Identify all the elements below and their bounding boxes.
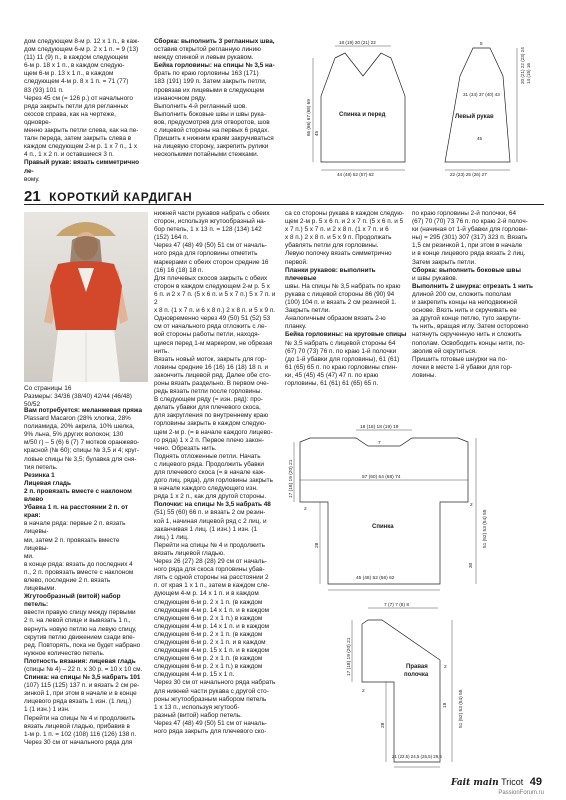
col6-line: и в конце лицевого ряда вязать 2 лиц.: [412, 250, 526, 258]
col3-line: 1 (1 изн.) 1 изн.: [24, 706, 70, 714]
col3-line: ред. Повторять, пока не будет набрано: [24, 641, 141, 649]
col5-line: Закрыть петли.: [285, 307, 331, 315]
text-column-2: [154, 38, 300, 178]
col3-line: полиамида, 20% акрила, 10% шелка,: [24, 423, 135, 431]
right-front-outline: [362, 620, 440, 762]
col4-line: горловины закрыть в каждом следую-: [154, 420, 267, 428]
col6-line: лочки в месте 1-й убавки для гор-: [412, 363, 513, 371]
col3-line: ловые спицы № 3,5; булавка для сня-: [24, 455, 137, 463]
photo-meta: [24, 385, 148, 409]
sleeve-outline: [445, 48, 510, 162]
col3-line: м/50 г) – 5 (6) 6 (7) 7 мотков оранжево-: [24, 439, 140, 447]
col3-line: влево, последние 2 п. вязать лицевыми.: [24, 576, 111, 593]
diag3-right-dim3: 19: [443, 702, 448, 708]
col1-line: щем 6-м р. 13 х 1 п., в каждом: [24, 70, 114, 78]
col4-line: следующем 6-м р. 2 х 1 п. (в каждом: [154, 655, 263, 663]
col5-line: (100) 104 п. и вязать 2 см резинкой 1.: [285, 299, 397, 307]
col5-line: (до 1-й убавки для горловины), 61 (61): [285, 355, 400, 363]
diag3-left-dim2: 2: [362, 689, 365, 694]
col4-line: следующем 6-м р. 2 х 1 п.) в каждом: [154, 614, 263, 622]
col4-line: бор петель, 1 х 13 п. = 128 (134) 142: [154, 226, 262, 234]
diag3-mid-dim: 28: [381, 722, 386, 728]
col5-line: № 3,5 набрать с лицевой стороны 64: [285, 339, 396, 347]
col4-line: следующем 4-м р. 15 х 1 п.: [154, 671, 235, 679]
col3-line: ми.: [24, 552, 34, 560]
sizes-label: Размеры:: [24, 393, 53, 401]
col1-line: ряда закрыть петли для регланных: [24, 102, 129, 110]
magazine-title: Tricot: [501, 777, 524, 787]
diag3-right-dim: 51 (52) 53 (54) 55: [459, 689, 464, 728]
col2-line: оставив открытой регланную линию: [154, 46, 261, 54]
front-back-outline: [321, 53, 405, 162]
col2-line: брать по краю горловины 163 (171): [154, 70, 259, 78]
diag3-label-1: Правая: [406, 664, 428, 670]
col4-line: ного ряда для скоса горловины убав-: [154, 566, 265, 574]
col4-line: (16) 16 (18) 18 п.: [154, 266, 204, 274]
col3-line: Plassard Macaron (28% хлопка, 28%: [24, 415, 131, 423]
col5-line: ки, 45 (45) 45 (47) 47 п. по краю: [285, 371, 379, 379]
col4-line: закончить лицевой ряд. Далее обе сто-: [154, 371, 271, 379]
col5-line: Бейка горловины: на круговые спицы: [285, 331, 407, 339]
diag2-right-dim3: 30: [469, 562, 474, 568]
col6-line: Пришить готовые шнурки на по-: [412, 355, 508, 363]
col2-line: Выполнить боковые швы и швы рука-: [154, 110, 266, 118]
col4-line: следующем 6-м р. 2 х 1 п. (в каждом: [154, 598, 263, 606]
col4-line: сторон, используя жгутообразный на-: [154, 218, 266, 226]
diag2-top-dim: 18 (18) 18 (19) 19: [360, 425, 399, 430]
col4-line: В следующем ряду (= изн. ряд): про-: [154, 396, 263, 404]
col4-line: Перейти на спицы № 4 и продолжить: [154, 541, 265, 549]
col3-line: лицевого ряда вязать 1 изн. (1 лиц.): [24, 698, 132, 706]
col3-line: нужное количество петель.: [24, 649, 105, 657]
col1-line: дом следующем 6-м р. 2 х 1 п. = 9 (13): [24, 46, 139, 54]
col6-line: Сборка: выполнить боковые швы: [412, 266, 521, 274]
watermark: PassionForum.ru: [498, 790, 544, 796]
col4-line: лиц.) 1 лиц.: [154, 533, 189, 541]
col3-line: Плотность вязания: лицевая гладь: [24, 657, 136, 665]
diag1-label-sleeve: Левый рукав: [455, 114, 494, 120]
col4-line: Одновременно через 49 (50) 51 (52) 53: [154, 315, 271, 323]
col3-line: Спинка: на спицы № 3,5 набрать 101: [24, 674, 141, 682]
col4-line: следующем 6-м р. 2 х 1 п. (в каждом: [154, 630, 263, 638]
col4-line: вязать лицевой гладью.: [154, 549, 225, 557]
col5-line: 61 (65) 65 п. по краю горловины спин-: [285, 363, 398, 371]
col1-line: вому.: [24, 175, 40, 183]
diag1-sleeve-right-dim: 20 (21) 22 (23) 24: [520, 47, 525, 84]
text-column-4: [154, 210, 280, 785]
col4-line: маркерами с обеих сторон средние 16: [154, 258, 269, 266]
col4-line: делать убавки для плечевого скоса,: [154, 404, 261, 412]
col4-line: чено. Обрезать нить.: [154, 444, 217, 452]
col3-line: в начале ряда: первые 2 п. вязать лицевы-: [24, 520, 126, 536]
col1-line: Через 45 см (= 126 р.) от начального: [24, 94, 133, 102]
col5-line: Планки рукавов: выполнить плечевые: [285, 266, 376, 282]
col2-line: 183 (191) 199 п. Затем закрыть петли,: [154, 78, 267, 86]
col4-line: Полочки: на спицы № 3,5 набрать 48: [154, 501, 271, 509]
col6-line: и швы рукавов.: [412, 274, 458, 282]
col4-line: лять с одной стороны на расстоянии 2: [154, 574, 269, 582]
col3-line: тия петель.: [24, 463, 58, 471]
col4-line: роны жгутообразным набором петель: [154, 695, 267, 703]
col6-line: ть нить, вращая иглу. Затем осторожно: [412, 323, 529, 331]
col3-line: Через 30 см от начального ряда для: [24, 738, 133, 746]
col2-line: вов, предусмотрев для отворотов, шов: [154, 118, 270, 126]
col6-line: ки (начиная от 1-й убавки для горлови-: [412, 226, 528, 234]
text-column-5: [285, 210, 407, 425]
col3-line: Резинка 1: [24, 471, 55, 479]
col6-line: ны) = 295 (301) 307 (317) 323 п. Вязать: [412, 234, 528, 242]
col4-line: с лицевого ряда. Продолжить убавки: [154, 460, 264, 468]
col4-line: Через 30 см от начального ряда набрать: [154, 679, 276, 687]
col4-line: заканчивая 1 лиц. (1 изн.) 1 изн. (1: [154, 525, 258, 533]
diag1-bottom-dim: 44 (48) 52 (57) 62: [337, 172, 374, 177]
col4-line: Через 47 (48) 49 (50) 51 см от началь-: [154, 242, 267, 250]
col4-line: вой стороны работы петли, находя-: [154, 331, 260, 339]
diag1-left-dim2: 45: [314, 130, 319, 136]
diag2-mid-dim: 28: [315, 542, 320, 548]
col2-line: Выполнить 4-й регланный шов.: [154, 102, 248, 110]
col1-line: следующем 4-м р. 8 х 1 п. = 71 (77): [24, 78, 129, 86]
magazine-brand: Fait main: [450, 778, 499, 788]
col3-line: 2 п. на левой спице и вывязать 1 п.,: [24, 617, 131, 625]
col6-line: натянуть скрученную нить и сложить: [412, 331, 522, 339]
col4-line: ного ряда для горловины отметить: [154, 250, 258, 258]
col5-line: первой.: [285, 258, 308, 266]
col5-line: Аналогичным образом вязать 2-ю: [285, 315, 386, 323]
col5-line: горловины, 61 (61) 61 (65) 65 п.: [285, 379, 379, 387]
col5-line: (67) 70 (73) 76 п. по краю 1-й полочки: [285, 347, 397, 355]
col6-line: и закрепить концы на неподвижной: [412, 299, 518, 307]
col3-line: скрутив петлю движением сзади впе-: [24, 633, 135, 641]
col4-line: ловины средние 16 (16) 16 (18) 18 п. и: [154, 363, 269, 371]
col2-line: с лицевой стороны на первых 6 рядах.: [154, 127, 270, 135]
col3-line: Лицевая гладь: [24, 479, 71, 487]
diag1-left-dim: 65 (66) 67 (68) 69: [306, 99, 311, 136]
col4-line: п. от края 1 х 1 п., затем в каждом сле-: [154, 582, 270, 590]
col1-line: 6-м р. 18 х 1 п., в каждом следую-: [24, 62, 125, 70]
col1-line: скосов справа, как на чертеже, одновре-: [24, 110, 116, 126]
col3-line: (спицы № 4) – 22 п. x 30 р. = 10 x 10 см.: [24, 666, 143, 673]
col2-line: Пришить к нижним краям закручиваться: [154, 135, 274, 143]
col4-line: редь вязать петли после горловины.: [154, 388, 263, 396]
col2-line: изнаночном ряду.: [154, 94, 207, 102]
text-column-1: [24, 38, 144, 183]
col4-line: роны вязать раздельно. В первом оче-: [154, 379, 269, 387]
col2-line: на лицевую сторону, закрепить рулики: [154, 143, 269, 151]
col5-line: планку.: [285, 323, 307, 331]
col4-line: дого лиц. ряда), для горловины закрыть: [154, 477, 273, 485]
section-title: КОРОТКИЙ КАРДИГАН: [49, 190, 193, 204]
col4-line: 1 х 13 п., используя жгутооб-: [154, 703, 240, 711]
col2-line: провязав их лицевыми в следующем: [154, 86, 265, 94]
col6-line: пополам. Освободить концы нити, по-: [412, 339, 525, 347]
page-footer: [451, 776, 542, 788]
diag3-bottom-dim: 21 (22,5) 24,5 (26,5) 29,5: [392, 754, 442, 759]
col5-line: Левую полочку вязать симметрично: [285, 250, 392, 258]
col5-line: щем 2-м р. 5 х 6 п. и 2 х 7 п. (5 х 6 п. и 5: [285, 218, 404, 226]
col3-line: Жгутообразный (витой) набор петель:: [24, 593, 121, 609]
diag1-top-dim: 18 (19) 20 (21) 22: [339, 40, 376, 45]
col4-line: дующем 4-м р. 14 х 1 п. и в каждом: [154, 590, 259, 598]
col4-line: сторон в каждом следующем 2-м р. 5 х: [154, 282, 270, 290]
col1-line: 4 п., 1 х 2 п. и оставшиеся 3 п.: [24, 151, 114, 159]
col4-line: нить.: [154, 347, 170, 355]
diag2-left-dim: 17 (18) 19 (20) 21: [289, 459, 294, 498]
schematic-right-front: [340, 598, 510, 770]
sizes-value: 34/36 (38/40) 42/44 (46/48) 50/52: [24, 393, 132, 409]
col5-line: швы. На спицы № 3,5 набрать по краю: [285, 282, 401, 290]
col4-line: для плечевого скоса (= в начале каж-: [154, 469, 266, 476]
diag2-neck-dim: 7: [378, 441, 381, 446]
col2-line: между спинкой и левым рукавом.: [154, 54, 254, 62]
col3-line: 2 п. провязать вместе с наклоном влево: [24, 487, 132, 504]
col1-line: дом следующем 8-м р. 12 х 1 п., в каж-: [24, 38, 140, 45]
back-outline: [300, 438, 468, 584]
col4-line: для закругления по внутреннему краю: [154, 412, 269, 420]
diag3-label-2: полочка: [404, 672, 429, 678]
col1-line: талн переда, затем закрыть слева в: [24, 135, 132, 143]
col3-line: п., 2 п. провязать вместе с наклоном: [24, 568, 134, 576]
page-number: 49: [529, 776, 542, 788]
col3-line: Убавка 1 п. на расстоянии 2 п. от края:: [24, 504, 128, 520]
col4-line: ряда 1 х 2 п., как для другой стороны.: [154, 493, 267, 501]
col1-line: каждом следующем 2-м р. 1 х 7 п., 1 х: [24, 143, 138, 151]
col4-line: Вязать новый моток, закрыть для гор-: [154, 355, 267, 363]
col4-line: Через 47 (48) 49 (50) 51 см от началь-: [154, 719, 267, 727]
col6-line: (67) 70 (70) 73 76 п. по краю 2-й полоч-: [412, 218, 528, 226]
col6-line: длиной 200 см, сложить пополам: [412, 290, 511, 298]
col1-line: 83 (93) 101 п.: [24, 86, 64, 94]
col5-line: х 8 п.) 2 х 8 п. и 5 х 9 п. Продолжать: [285, 234, 392, 242]
col4-line: следующем 4-м р. 14 х 1 п. и в каждом: [154, 606, 270, 614]
col4-line: Через 26 (27) 28 (28) 29 см от началь-: [154, 558, 267, 566]
col6-line: зволив ей скрутиться.: [412, 347, 477, 355]
model-photo: [24, 212, 148, 382]
col4-line: Поднять отложенные петли. Начать: [154, 452, 261, 460]
col4-line: ного ряда закрыть для плечевого ско-: [154, 728, 267, 735]
col2-line: Бейка горловины: на спицы № 3,5 на-: [154, 62, 275, 70]
hair-shape: [70, 236, 102, 264]
diag2-bottom-dim: 45 (48) 52 (56) 62: [356, 576, 395, 581]
col6-line: ловины.: [412, 371, 437, 379]
col6-line: Выполнить 2 шнурка: отрезать 1 нить: [412, 282, 533, 290]
col3-line: ми, затем 2 п. провязать вместе лицевы-: [24, 536, 120, 552]
col5-line: рукава с лицевой стороны 86 (90) 94: [285, 290, 395, 298]
col3-line: 9% льна, 5% других волокон; 130: [24, 431, 124, 439]
col4-line: кой 1, начиная лицевой ряд с 2 лиц. и: [154, 517, 267, 525]
col6-line: 1,5 см резинкой 1, при этом в начале: [412, 242, 523, 250]
diag2-inner-width: 57 (60) 64 (68) 74: [362, 475, 401, 480]
col1-line: Правый рукав: вязать симметрично ле-: [24, 159, 139, 175]
schematic-back: [290, 418, 510, 593]
col4-line: щем 2-м р. (= в начале каждого лицево-: [154, 428, 273, 436]
col4-line: щиеся перед 1-м маркером, не обрезая: [154, 339, 273, 347]
col6-line: Затем закрыть петли.: [412, 258, 476, 266]
col4-line: 6 п. и 2 х 7 п. (5 х 6 п. и 5 х 7 п.) 5 х 7 п. и 2: [154, 290, 276, 307]
col4-line: Для плечевых скосов закрыть с обеих: [154, 274, 268, 282]
col5-line: са со стороны рукава в каждом следую-: [285, 210, 405, 217]
col4-line: разный (витой) набор петель.: [154, 711, 242, 719]
section-heading: [24, 188, 544, 205]
col3-line: (107) 115 (125) 137 п. и вязать 2 см ре-: [24, 682, 140, 690]
col3-line: зинкой 1, при этом в начале и в конце: [24, 690, 137, 698]
diag1-sleeve-top-dim: 5: [480, 41, 483, 46]
col4-line: следующем 6-м р. 2 х 1 п. и в каждом: [154, 638, 266, 646]
diag1-label-front: Спинка и перед: [339, 112, 386, 118]
col4-line: (51) 55 (60) 66 п. и вязать 2 см резин-: [154, 509, 266, 517]
col4-line: нижней части рукавов набрать с обеих: [154, 210, 270, 217]
col6-line: за другой конце петлю, туго закрути-: [412, 315, 521, 323]
col3-line: ввести правую спицу между первыми: [24, 609, 136, 617]
col4-line: (152) 164 п.: [154, 234, 189, 242]
col4-line: следующем 4-м р. 14 х 1 п. и в каждом: [154, 622, 270, 630]
col5-line: убавлять петли для горловины.: [285, 242, 379, 250]
diag2-right-dim2: 2: [470, 503, 473, 508]
col1-line: (11) 11 (9) п., в каждом следующем: [24, 54, 129, 62]
col3-line: Перейти на спицы № 4 и продолжить: [24, 714, 135, 722]
diag3-left-dim: 17 (18) 19 (20) 21: [347, 637, 352, 676]
diag1-sleeve-left-dim: 31 (34) 37 (40) 43: [463, 92, 500, 97]
diag2-left-dim2: 2: [304, 507, 307, 512]
diag1-sleeve-mid-dim: 45: [477, 136, 483, 141]
col4-line: см от начального ряда отложить с ле-: [154, 323, 267, 331]
source-ref: Со страницы 16: [24, 385, 72, 392]
text-column-3: [24, 407, 144, 787]
col4-line: следующем 6-м р. 2 х 1 п.) в каждом: [154, 663, 263, 671]
col2-line: несколькими потайными стежками.: [154, 151, 259, 159]
diag3-right-dim2: 2: [444, 665, 447, 670]
diag2-label: Спинка: [372, 524, 394, 530]
section-number: 21: [24, 188, 41, 205]
col4-line: х 8 п. (1 х 7 п. и 6 х 8 п.) 2 х 8 п. и 5 х 9 п.: [154, 307, 276, 315]
text-column-6: [412, 210, 546, 410]
col6-line: основе. Вязть нить и скручивать ее: [412, 307, 517, 315]
col3-line: вернуть новую петлю на левую спицу,: [24, 625, 137, 633]
diag2-right-dim: 51 (52) 53 (54) 55: [483, 509, 488, 548]
schematic-front-back-sleeve: [305, 36, 545, 176]
col3-line: Вам потребуется: меланжевая пряжа: [24, 407, 143, 414]
col6-line: по краю горловины 2-й полочки, 64: [412, 210, 517, 217]
col3-line: 1-м р. 1 п. = 102 (108) 116 (126) 138 п.: [24, 730, 137, 738]
diag3-top-dim: 7 (7) 7 (8) 8: [384, 603, 410, 608]
col2-line: Сборка: выполнить 3 регланных шва,: [154, 38, 275, 45]
col1-line: менно закрыть петли слева, как на пе-: [24, 127, 139, 135]
diag1-sleeve-bottom-dim: 22 (23) 25 (26) 27: [450, 172, 487, 177]
col3-line: красной (№ 60); спицы № 3,5 и 4; круг-: [24, 447, 140, 455]
col4-line: для нижней части рукава с другой сто-: [154, 687, 269, 695]
col4-line: в начале каждого следующего изн.: [154, 485, 258, 493]
col5-line: х 7 п.) 5 х 7 п. и 2 х 8 п. (1 х 7 п. и 6: [285, 226, 389, 234]
col4-line: следующем 4-м р. 15 х 1 п. и в каждом: [154, 647, 270, 655]
col4-line: го ряда) 1 х 2 п. Первое плечо закон-: [154, 436, 264, 444]
col3-line: вязать лицевой гладью, прибавив в: [24, 722, 130, 730]
diag1-sleeve-right-dim2: 14 (15) 16: [526, 63, 531, 84]
col3-line: в конце ряда: вязать до последних 4: [24, 560, 133, 568]
